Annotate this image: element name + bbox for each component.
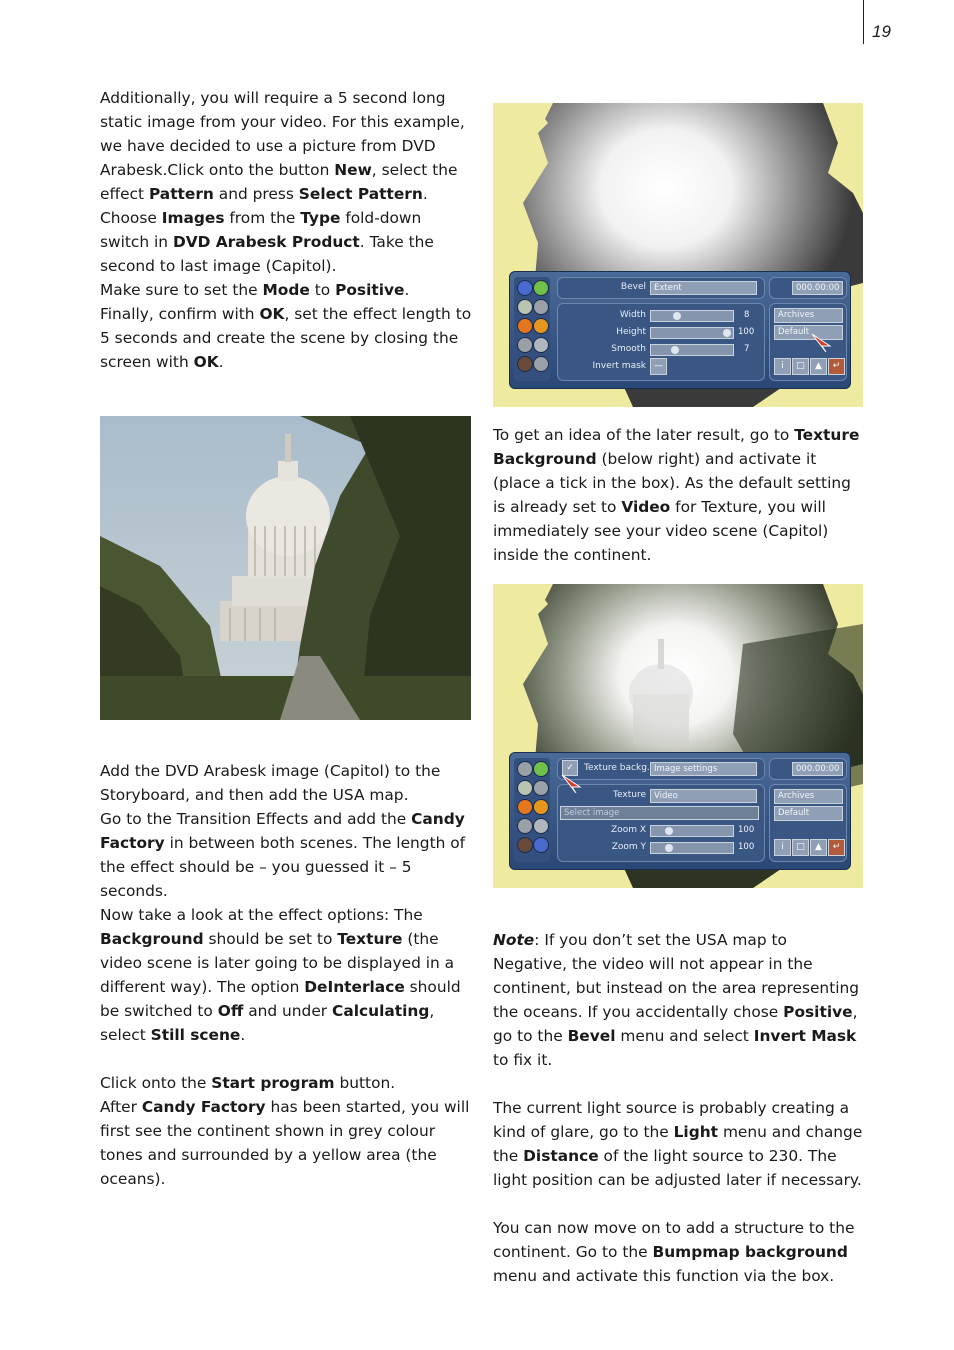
- zoom-x-slider[interactable]: [650, 825, 734, 837]
- pointer-cursor-icon: [810, 332, 834, 352]
- paragraph: [100, 1095, 472, 1191]
- text-run: menu and select: [615, 1027, 754, 1045]
- text-run: Make sure to set the: [100, 281, 263, 299]
- zoom-y-value: 100: [738, 842, 755, 852]
- info-icon[interactable]: i: [774, 358, 791, 375]
- text-run: : If you don’t set the USA map to Negative, the video will not appear in the continent, but instead on the area representing the oceans. If you accidentally chose: [493, 931, 860, 1021]
- text-run: and press: [213, 185, 299, 203]
- left-column-top: [100, 86, 472, 374]
- screenshot-texture: [493, 584, 863, 888]
- paragraph: [493, 1216, 865, 1288]
- tab-icon[interactable]: [517, 318, 533, 334]
- tab-icon[interactable]: [533, 818, 549, 834]
- page-number: 19: [872, 22, 891, 41]
- bold-term: Start program: [211, 1074, 335, 1092]
- texture-bg-row: [557, 758, 765, 780]
- text-run: to: [309, 281, 336, 299]
- tab-icon[interactable]: [533, 356, 549, 372]
- text-run: . Take the second to last image (Capitol).: [100, 233, 434, 275]
- text-run: (below right) and activate it (place a tick in the box). As the default setting is already set to: [493, 450, 851, 516]
- text-run: (the video scene is later going to be displayed in a different way). The option: [100, 930, 455, 996]
- tab-icon[interactable]: [517, 337, 533, 353]
- bold-term: Off: [217, 1002, 244, 1020]
- width-value: 8: [744, 310, 750, 320]
- texture-control-panel: [509, 752, 851, 870]
- screenshot-bevel: [493, 103, 863, 407]
- text-run: button.: [334, 1074, 396, 1092]
- text-run: .: [404, 281, 410, 299]
- text-run: , select: [100, 1002, 435, 1044]
- width-label: Width: [619, 310, 646, 320]
- paragraph: [100, 903, 472, 1047]
- left-column-bottom: [100, 759, 472, 1191]
- bevel-control-panel: [509, 271, 851, 389]
- smooth-slider[interactable]: [650, 344, 734, 356]
- text-run: The current light source is probably creating a kind of glare, go to the: [493, 1099, 850, 1141]
- bold-term: Still scene: [150, 1026, 241, 1044]
- text-run: should be set to: [203, 930, 338, 948]
- text-run: menu and change the: [493, 1123, 863, 1165]
- text-run: and under: [243, 1002, 333, 1020]
- bold-term: Mode: [262, 281, 310, 299]
- bold-term: Candy Factory: [100, 810, 465, 852]
- text-run: should be switched to: [100, 978, 461, 1020]
- tab-icon[interactable]: [517, 356, 533, 372]
- text-run: .: [240, 1026, 246, 1044]
- bevel-select[interactable]: Extent: [650, 281, 757, 295]
- text-run: Add the DVD Arabesk image (Capitol) to the Storyboard, and then add the USA map.: [100, 762, 441, 804]
- info-icon[interactable]: i: [774, 839, 791, 856]
- capitol-illustration: [100, 416, 471, 720]
- bold-term: Video: [621, 498, 671, 516]
- tab-icon[interactable]: [517, 299, 533, 315]
- bold-term: OK: [259, 305, 285, 323]
- pointer-cursor-icon: [560, 773, 584, 793]
- bold-term: Select Pattern: [298, 185, 423, 203]
- text-run: To get an idea of the later result, go to: [493, 426, 795, 444]
- paragraph: [493, 1096, 865, 1192]
- bold-term: Bevel: [567, 1027, 616, 1045]
- tool-icon[interactable]: ▲: [810, 839, 827, 856]
- smooth-label: Smooth: [611, 344, 646, 354]
- bold-term: Distance: [523, 1147, 599, 1165]
- archives-button[interactable]: Archives: [774, 308, 843, 323]
- timecode-box: [769, 758, 847, 780]
- bold-term: Texture Background: [493, 426, 860, 468]
- bold-term: Positive: [783, 1003, 853, 1021]
- smooth-value: 7: [744, 344, 750, 354]
- tool-icon[interactable]: ▲: [810, 358, 827, 375]
- bold-term: Bumpmap background: [652, 1243, 848, 1261]
- timecode-field[interactable]: 000.00:00: [792, 762, 843, 776]
- paragraph: [100, 302, 472, 374]
- zoom-x-value: 100: [738, 825, 755, 835]
- text-run: After: [100, 1098, 142, 1116]
- archive-box: [769, 303, 847, 381]
- page-rule: [863, 0, 864, 44]
- capitol-photo: [100, 416, 471, 720]
- text-run: menu and activate this function via the box.: [493, 1267, 835, 1285]
- bevel-label: Bevel: [620, 282, 646, 292]
- zoom-x-label: Zoom X: [611, 825, 646, 835]
- texture-bg-checkbox[interactable]: ✓: [562, 760, 578, 776]
- text-run: fold-down switch in: [100, 209, 422, 251]
- tab-icon[interactable]: [533, 280, 549, 296]
- texture-params: [557, 784, 765, 862]
- height-value: 100: [738, 327, 755, 337]
- width-slider[interactable]: [650, 310, 734, 322]
- paragraph: [100, 759, 472, 807]
- texture-bg-select[interactable]: Image settings: [650, 762, 757, 776]
- text-run: Click onto the button: [167, 161, 335, 179]
- effect-tabs: [514, 277, 550, 381]
- tab-icon[interactable]: [533, 837, 549, 853]
- text-run: Additionally, you will require a 5 second long static image from your video. For this example, we have decided to use a picture from DVD Arabesk.: [100, 89, 465, 179]
- texture-bg-label: Texture backg.: [584, 763, 650, 773]
- texture-select[interactable]: Video: [650, 789, 757, 803]
- bold-term: Positive: [335, 281, 405, 299]
- texture-label: Texture: [613, 790, 646, 800]
- tab-icon[interactable]: [533, 761, 549, 777]
- tab-icon[interactable]: [533, 299, 549, 315]
- paragraph: [493, 423, 865, 567]
- bold-term: Light: [673, 1123, 719, 1141]
- bold-term: Texture: [337, 930, 403, 948]
- right-column-top: [493, 423, 865, 567]
- paragraph: [100, 206, 472, 278]
- effect-tabs: [514, 758, 550, 862]
- bold-term: Calculating: [332, 1002, 430, 1020]
- bevel-params: [557, 303, 765, 381]
- paragraph: [493, 928, 865, 1072]
- archive-box: [769, 784, 847, 862]
- tab-icon[interactable]: [517, 280, 533, 296]
- return-icon[interactable]: ↵: [828, 358, 845, 375]
- bold-term: Invert Mask: [753, 1027, 857, 1045]
- bold-term: Note: [493, 931, 535, 949]
- tab-icon[interactable]: [517, 780, 533, 796]
- window-icon[interactable]: □: [792, 839, 809, 856]
- tab-icon[interactable]: [517, 761, 533, 777]
- text-run: , go to the: [493, 1003, 858, 1045]
- timecode-field[interactable]: 000.00:00: [792, 281, 843, 295]
- text-run: , set the effect length to 5 seconds and create the scene by closing the screen with: [100, 305, 472, 371]
- tab-icon[interactable]: [533, 337, 549, 353]
- bold-term: Type: [300, 209, 341, 227]
- text-run: .: [422, 185, 428, 203]
- tab-icon[interactable]: [533, 318, 549, 334]
- text-run: .: [218, 353, 224, 371]
- default-button[interactable]: Default: [774, 325, 843, 340]
- invert-mask-checkbox[interactable]: —: [650, 358, 667, 375]
- height-label: Height: [616, 327, 646, 337]
- right-column-bottom: [493, 928, 865, 1288]
- zoom-y-slider[interactable]: [650, 842, 734, 854]
- bold-term: Candy Factory: [141, 1098, 266, 1116]
- text-run: to fix it.: [493, 1051, 553, 1069]
- paragraph: [100, 278, 472, 302]
- tab-icon[interactable]: [533, 799, 549, 815]
- text-run: from the: [224, 209, 301, 227]
- text-run: , select the effect: [100, 161, 458, 203]
- tab-icon[interactable]: [517, 818, 533, 834]
- text-run: Finally, confirm with: [100, 305, 260, 323]
- text-run: Now take a look at the effect options: The: [100, 906, 423, 924]
- timecode-box: [769, 277, 847, 299]
- tab-icon[interactable]: [533, 780, 549, 796]
- paragraph: [100, 86, 472, 206]
- window-icon[interactable]: □: [792, 358, 809, 375]
- select-image-field[interactable]: Select image: [560, 806, 759, 820]
- paragraph: [100, 1071, 472, 1095]
- text-run: You can now move on to add a structure to the continent. Go to the: [493, 1219, 855, 1261]
- text-run: Go to the Transition Effects and add the: [100, 810, 412, 828]
- paragraph: [100, 807, 472, 903]
- bold-term: OK: [193, 353, 219, 371]
- archives-button[interactable]: Archives: [774, 789, 843, 804]
- text-run: for Texture, you will immediately see your video scene (Capitol) inside the continent.: [493, 498, 829, 564]
- text-run: in between both scenes. The length of the effect should be – you guessed it – 5 seconds.: [100, 834, 466, 900]
- return-icon[interactable]: ↵: [828, 839, 845, 856]
- bold-term: DVD Arabesk Product: [172, 233, 360, 251]
- bold-term: Images: [161, 209, 225, 227]
- bold-term: New: [334, 161, 372, 179]
- tab-icon[interactable]: [517, 837, 533, 853]
- invert-mask-label: Invert mask: [592, 361, 646, 371]
- height-slider[interactable]: [650, 327, 734, 339]
- bold-term: Background: [100, 930, 204, 948]
- text-run: Click onto the: [100, 1074, 212, 1092]
- bevel-row: [557, 277, 765, 299]
- zoom-y-label: Zoom Y: [611, 842, 646, 852]
- bold-term: DeInterlace: [304, 978, 405, 996]
- text-run: Choose: [100, 209, 162, 227]
- text-run: has been started, you will first see the continent shown in grey colour tones and surrounded by a yellow area (the oceans).: [100, 1098, 470, 1188]
- tab-icon[interactable]: [517, 799, 533, 815]
- default-button[interactable]: Default: [774, 806, 843, 821]
- text-run: of the light source to 230. The light position can be adjusted later if necessary.: [493, 1147, 862, 1189]
- bold-term: Pattern: [148, 185, 214, 203]
